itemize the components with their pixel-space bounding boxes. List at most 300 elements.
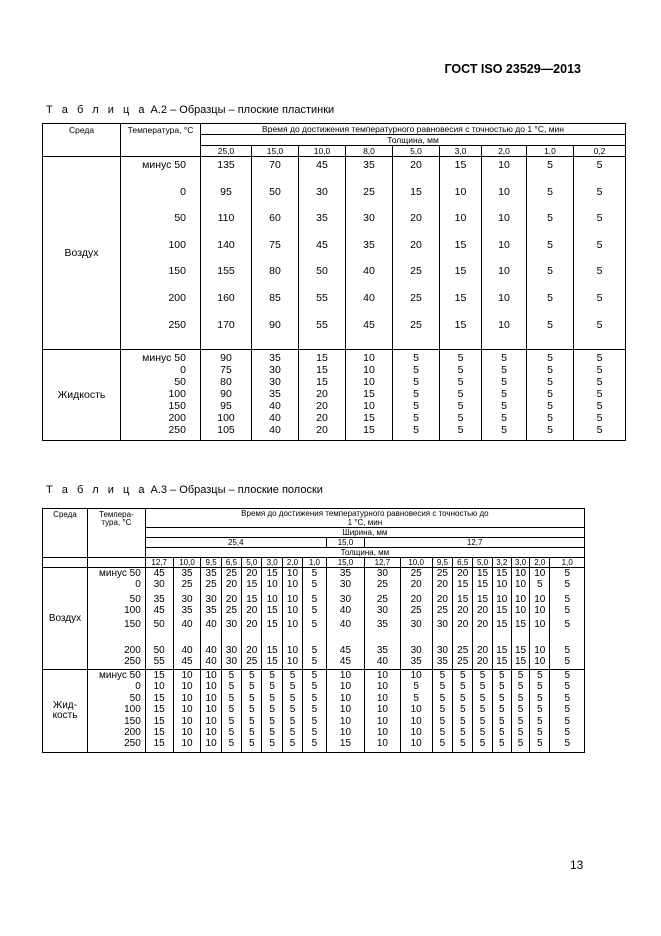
time-value: 30	[205, 594, 217, 605]
time-value: 5	[564, 594, 571, 605]
time-value: 10	[514, 579, 527, 590]
time-value: 20	[316, 424, 328, 437]
time-value: 5	[459, 670, 466, 681]
thickness-header: 0,2	[574, 146, 626, 157]
env-label: Воздух	[48, 612, 82, 624]
time-value: 60	[269, 212, 281, 225]
temperature-value: 200	[168, 291, 186, 304]
time-value: 5	[457, 424, 464, 437]
time-value: 10	[286, 605, 299, 616]
env-label: Жид-	[52, 699, 77, 711]
time-value: 40	[363, 291, 375, 304]
time-value: 25	[410, 265, 422, 278]
page-number: 13	[570, 858, 584, 872]
time-value: 50	[153, 619, 165, 630]
value-column	[87, 670, 145, 753]
time-value: 10	[376, 704, 388, 716]
time-value: 5	[311, 605, 318, 616]
time-value: 10	[534, 656, 546, 667]
time-value: 20	[316, 400, 328, 413]
time-value: 10	[205, 681, 217, 693]
time-value: 20	[246, 619, 258, 630]
time-value: 45	[153, 568, 165, 579]
time-value: 5	[547, 238, 553, 251]
time-value: 10	[181, 692, 193, 704]
width-header: 12,7	[365, 538, 585, 548]
value-column	[511, 670, 529, 753]
time-value: 5	[501, 364, 507, 377]
time-value: 5	[547, 265, 553, 278]
time-value: 15	[476, 568, 489, 579]
value-column	[365, 670, 400, 753]
time-value: 5	[439, 704, 446, 716]
time-value: 15	[153, 704, 165, 716]
time-value: 5	[311, 656, 318, 667]
time-value: 5	[564, 670, 571, 681]
time-value: 95	[220, 400, 232, 413]
temperature-value: 250	[168, 424, 186, 437]
time-value: 40	[181, 619, 193, 630]
time-value: 10	[181, 738, 193, 750]
time-value: 45	[363, 318, 375, 331]
time-value: 35	[410, 656, 422, 667]
time-value: 15	[266, 605, 278, 616]
time-value: 40	[269, 424, 281, 437]
time-value: 20	[436, 594, 448, 605]
temperature-value: 150	[168, 400, 186, 413]
time-value: 5	[457, 364, 464, 377]
time-value: 5	[547, 388, 553, 401]
value-column	[492, 670, 511, 753]
time-value: 5	[564, 692, 571, 704]
time-value: 5	[311, 715, 318, 727]
value-column	[365, 568, 400, 670]
time-value: 15	[454, 291, 467, 304]
time-value: 20	[476, 619, 489, 630]
time-value: 5	[479, 670, 486, 681]
value-column	[201, 350, 252, 441]
temperature-value: 150	[168, 265, 186, 278]
time-value: 10	[534, 594, 546, 605]
value-column	[527, 350, 574, 441]
caption-word: Т а б л и ц а	[46, 484, 148, 496]
value-column	[574, 350, 626, 441]
time-value: 35	[181, 568, 193, 579]
value-column	[201, 157, 252, 350]
time-value: 10	[205, 738, 217, 750]
time-value: 35	[269, 352, 281, 365]
value-column	[550, 670, 585, 753]
temperature-value: 200	[124, 726, 141, 738]
thickness-header: 5,0	[242, 558, 262, 568]
thickness-header: 2,0	[482, 146, 527, 157]
time-value: 5	[547, 352, 553, 365]
header-env-label: Среда	[68, 125, 95, 135]
time-value: 20	[410, 212, 422, 225]
time-value: 5	[413, 412, 419, 425]
time-value: 25	[376, 579, 388, 590]
time-value: 10	[454, 212, 467, 225]
time-value: 30	[376, 605, 388, 616]
time-value: 5	[311, 738, 318, 750]
value-column	[492, 568, 511, 670]
time-value: 10	[410, 738, 422, 750]
time-value: 25	[410, 318, 422, 331]
time-value: 20	[410, 579, 422, 590]
time-value: 5	[413, 681, 419, 693]
time-value: 5	[517, 692, 524, 704]
thickness-header: 12,7	[365, 558, 400, 568]
time-value: 5	[596, 265, 603, 278]
value-column	[303, 568, 327, 670]
time-value: 5	[547, 364, 553, 377]
time-value: 10	[376, 681, 388, 693]
time-value: 5	[439, 715, 446, 727]
time-value: 5	[564, 605, 571, 616]
time-value: 15	[457, 579, 469, 590]
thickness-header: 25,0	[201, 146, 252, 157]
time-value: 10	[410, 704, 422, 716]
time-value: 10	[514, 605, 527, 616]
time-value: 5	[289, 704, 296, 716]
time-value: 5	[547, 212, 553, 225]
time-value: 5	[249, 738, 255, 750]
time-value: 75	[269, 238, 281, 251]
value-column	[145, 568, 173, 670]
temperature-value: 0	[135, 579, 141, 590]
env-liquid	[43, 670, 88, 753]
time-value: 5	[547, 424, 553, 437]
time-value: 90	[220, 352, 232, 365]
time-value: 5	[249, 681, 255, 693]
time-value: 5	[439, 726, 446, 738]
time-value: 160	[217, 291, 235, 304]
temperature-value: минус 50	[142, 159, 186, 171]
time-value: 45	[316, 238, 328, 251]
time-value: 5	[596, 412, 603, 425]
time-value: 5	[537, 579, 543, 590]
time-value: 35	[205, 568, 217, 579]
time-value: 5	[459, 738, 466, 750]
time-value: 40	[376, 656, 388, 667]
value-column	[252, 157, 299, 350]
thickness-header: 3,2	[492, 558, 511, 568]
time-value: 5	[517, 681, 524, 693]
header-thickness: Толщина, мм	[145, 548, 584, 558]
time-value: 5	[439, 738, 446, 750]
time-value: 10	[498, 291, 510, 304]
value-column	[393, 157, 440, 350]
value-column	[440, 157, 482, 350]
time-value: 15	[410, 185, 422, 198]
time-value: 5	[459, 692, 466, 704]
time-value: 35	[363, 238, 375, 251]
time-value: 5	[479, 738, 486, 750]
time-value: 10	[454, 185, 467, 198]
time-value: 5	[537, 738, 543, 750]
time-value: 5	[501, 400, 507, 413]
time-value: 5	[311, 681, 318, 693]
time-value: 10	[205, 715, 217, 727]
time-value: 5	[228, 726, 235, 738]
time-value: 10	[339, 681, 352, 693]
time-value: 30	[269, 376, 281, 389]
time-value: 5	[547, 159, 553, 171]
temperature-value: 150	[124, 715, 141, 727]
table-a2-caption	[46, 104, 334, 116]
time-value: 20	[316, 412, 328, 425]
time-value: 5	[249, 692, 255, 704]
time-value: 20	[476, 656, 489, 667]
thickness-header: 10,0	[173, 558, 201, 568]
time-value: 5	[596, 400, 603, 413]
time-value: 5	[537, 692, 543, 704]
time-value: 5	[413, 424, 419, 437]
time-value: 5	[269, 726, 275, 738]
env-label: Жидкость	[57, 388, 106, 401]
time-value: 90	[269, 318, 281, 331]
time-value: 5	[289, 692, 296, 704]
value-column	[400, 568, 432, 670]
value-column	[482, 157, 527, 350]
value-column	[432, 670, 452, 753]
value-column	[201, 568, 221, 670]
time-value: 15	[339, 738, 352, 750]
time-value: 15	[266, 568, 278, 579]
time-value: 30	[269, 364, 281, 377]
env-air	[43, 157, 121, 350]
time-value: 25	[436, 605, 448, 616]
time-value: 5	[459, 726, 466, 738]
time-value: 5	[289, 681, 296, 693]
value-column	[221, 568, 241, 670]
table-a2	[42, 123, 626, 441]
time-value: 5	[457, 388, 464, 401]
time-value: 25	[457, 656, 469, 667]
time-value: 10	[363, 364, 375, 377]
time-value: 35	[181, 605, 193, 616]
value-column	[326, 568, 365, 670]
value-column	[530, 568, 550, 670]
time-value: 50	[316, 265, 328, 278]
thickness-header: 10,0	[299, 146, 346, 157]
time-value: 55	[153, 656, 165, 667]
time-value: 25	[410, 605, 422, 616]
header-temp-label: Температура, °С	[127, 125, 194, 135]
time-value: 5	[269, 692, 275, 704]
time-value: 35	[316, 212, 328, 225]
time-value: 10	[376, 670, 388, 681]
time-value: 15	[153, 692, 165, 704]
value-column	[145, 670, 173, 753]
time-value: 20	[476, 605, 489, 616]
time-value: 10	[498, 159, 510, 171]
time-value: 40	[339, 605, 352, 616]
time-value: 5	[228, 738, 235, 750]
time-value: 25	[363, 185, 375, 198]
thickness-header: 6,5	[453, 558, 473, 568]
time-value: 10	[181, 681, 193, 693]
time-value: 5	[596, 424, 603, 437]
time-value: 15	[363, 412, 375, 425]
header-temp	[87, 509, 145, 558]
value-column	[262, 670, 282, 753]
time-value: 5	[596, 376, 603, 389]
time-value: 20	[246, 568, 258, 579]
thickness-header: 2,0	[282, 558, 302, 568]
header-width: Ширина, мм	[145, 528, 584, 538]
time-value: 5	[439, 692, 446, 704]
time-value: 30	[339, 594, 352, 605]
time-value: 40	[339, 619, 352, 630]
temperature-value: 250	[124, 738, 141, 750]
time-value: 5	[517, 726, 524, 738]
time-value: 25	[181, 579, 193, 590]
time-value: 5	[269, 704, 275, 716]
time-value: 45	[339, 645, 352, 656]
time-value: 5	[564, 681, 571, 693]
value-column	[173, 670, 201, 753]
value-column	[299, 157, 346, 350]
time-value: 20	[246, 605, 258, 616]
time-value: 10	[534, 619, 546, 630]
value-column	[527, 157, 574, 350]
time-value: 30	[225, 656, 238, 667]
time-value: 10	[498, 212, 510, 225]
thickness-header: 1,0	[303, 558, 327, 568]
time-value: 5	[457, 400, 464, 413]
temperature-value: 100	[124, 605, 141, 616]
time-value: 15	[514, 656, 527, 667]
time-value: 5	[289, 715, 296, 727]
time-value: 35	[376, 619, 388, 630]
thickness-header: 9,5	[201, 558, 221, 568]
value-column	[173, 568, 201, 670]
time-value: 5	[413, 692, 419, 704]
caption-word: Т а б л и ц а	[46, 104, 148, 116]
time-value: 15	[246, 594, 258, 605]
value-column	[473, 568, 492, 670]
temperature-value: 0	[180, 185, 186, 198]
time-value: 30	[436, 619, 448, 630]
temperature-value: 100	[168, 388, 186, 401]
time-value: 35	[376, 645, 388, 656]
time-value: 45	[153, 605, 165, 616]
thickness-header: 10,0	[400, 558, 432, 568]
time-value: 5	[501, 412, 507, 425]
time-value: 140	[217, 238, 235, 251]
time-value: 5	[596, 352, 603, 365]
time-value: 5	[269, 681, 275, 693]
time-value: 15	[153, 670, 165, 681]
time-value: 30	[316, 185, 328, 198]
time-value: 5	[564, 704, 571, 716]
time-value: 15	[496, 656, 508, 667]
time-value: 5	[413, 364, 419, 377]
time-value: 5	[501, 388, 507, 401]
time-value: 15	[454, 318, 467, 331]
header-time-unit: 1 °С, мин	[145, 518, 584, 528]
time-value: 5	[269, 670, 275, 681]
time-value: 5	[228, 681, 235, 693]
header-env	[43, 124, 121, 157]
time-value: 85	[269, 291, 281, 304]
time-value: 10	[286, 568, 299, 579]
time-value: 30	[376, 568, 388, 579]
time-value: 35	[363, 159, 375, 171]
temperature-value: 250	[124, 656, 141, 667]
time-value: 30	[410, 619, 422, 630]
time-value: 5	[311, 692, 318, 704]
value-column	[221, 670, 241, 753]
temperature-value: 200	[168, 412, 186, 425]
temperature-value: 0	[135, 681, 141, 693]
time-value: 35	[436, 656, 448, 667]
time-value: 5	[311, 619, 318, 630]
header-blank	[43, 558, 88, 568]
time-value: 15	[496, 605, 508, 616]
time-value: 25	[457, 645, 469, 656]
time-value: 10	[363, 400, 375, 413]
time-value: 10	[339, 704, 352, 716]
temperature-value: минус 50	[142, 352, 186, 365]
time-value: 15	[496, 568, 508, 579]
time-value: 10	[376, 692, 388, 704]
caption-text: А.2 – Образцы – плоские пластинки	[147, 104, 335, 116]
time-value: 5	[564, 656, 571, 667]
thickness-header: 1,0	[550, 558, 585, 568]
value-column	[242, 568, 262, 670]
time-value: 20	[436, 579, 448, 590]
time-value: 100	[217, 412, 235, 425]
time-value: 5	[499, 692, 505, 704]
time-value: 10	[410, 726, 422, 738]
time-value: 40	[363, 265, 375, 278]
time-value: 25	[410, 291, 422, 304]
value-column	[453, 568, 473, 670]
time-value: 15	[266, 656, 278, 667]
env-air	[43, 568, 88, 670]
time-value: 30	[339, 579, 352, 590]
time-value: 5	[596, 291, 603, 304]
time-value: 10	[205, 692, 217, 704]
time-value: 5	[289, 670, 296, 681]
time-value: 5	[249, 726, 255, 738]
time-value: 35	[205, 605, 217, 616]
time-value: 5	[596, 388, 603, 401]
time-value: 15	[316, 364, 328, 377]
time-value: 30	[225, 619, 238, 630]
temperature-value: 200	[124, 645, 141, 656]
time-value: 5	[537, 715, 543, 727]
value-column	[299, 350, 346, 441]
time-value: 5	[499, 715, 505, 727]
time-value: 10	[339, 692, 352, 704]
time-value: 10	[376, 738, 388, 750]
time-value: 15	[496, 619, 508, 630]
time-value: 5	[499, 726, 505, 738]
time-value: 15	[454, 238, 467, 251]
time-value: 25	[205, 579, 217, 590]
time-value: 15	[454, 159, 467, 171]
time-value: 170	[217, 318, 235, 331]
time-value: 5	[413, 388, 419, 401]
value-column	[121, 157, 201, 350]
time-value: 10	[205, 704, 217, 716]
time-value: 40	[205, 656, 217, 667]
time-value: 15	[316, 352, 328, 365]
time-value: 5	[311, 579, 318, 590]
